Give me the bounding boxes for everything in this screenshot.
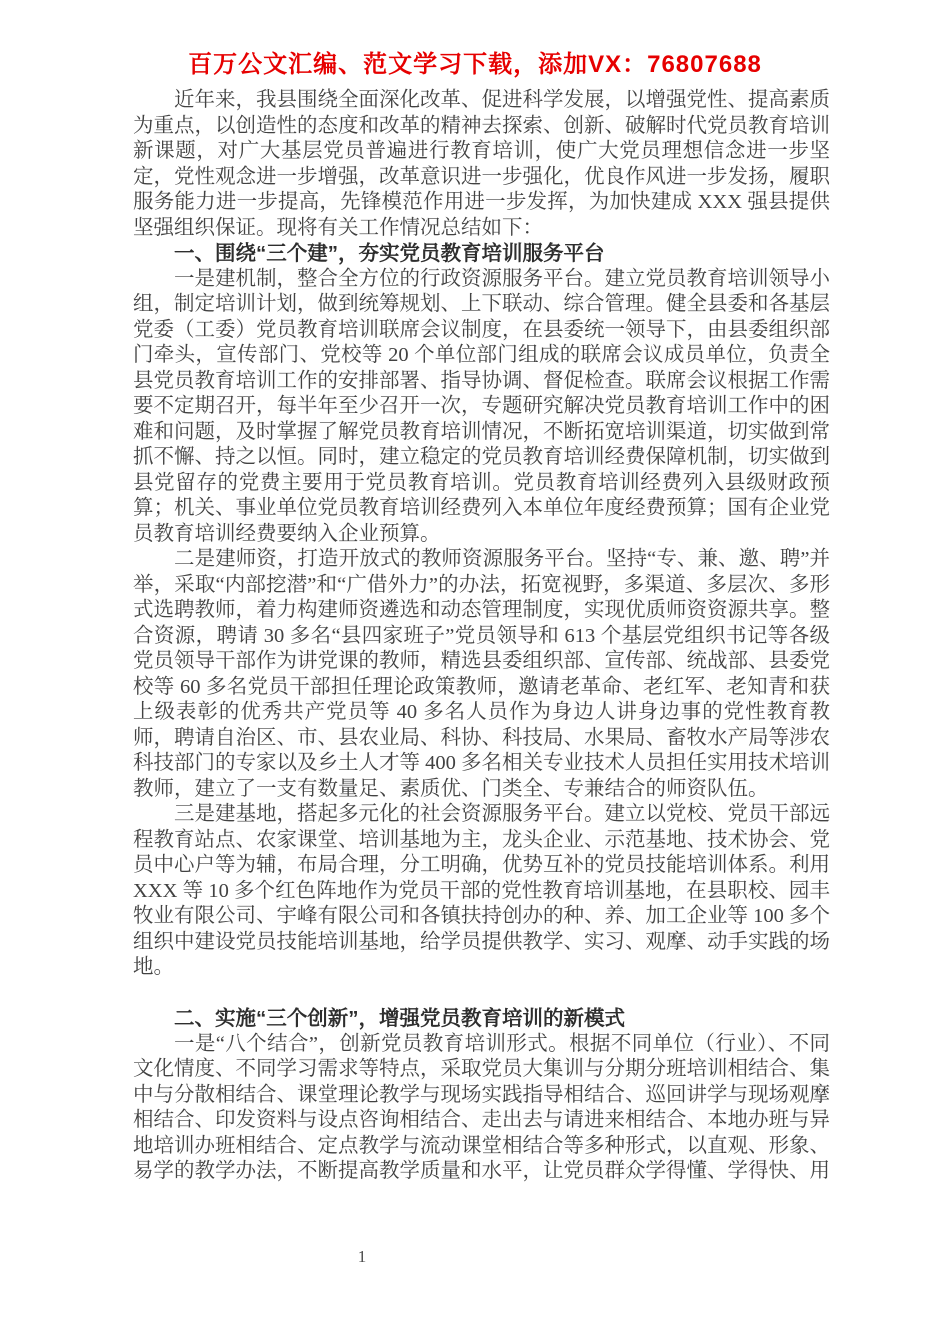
intro-paragraph: 近年来，我县围绕全面深化改革、促进科学发展，以增强党性、提高素质为重点，以创造性的态度和改革的精神去探索、创新、破解时代党员教育培训新课题，对广大基层党员普遍进行教育培训，使广大党员理想信念进一步坚定，党性观念进一步增强，改革意识进一步强化，优良作风进一步发扬，履职服务能力进一步提高，先锋模范作用进一步发挥，为加快建成 XXX 强县提供坚强组织保证。现将有关工作情况总结如下： [133, 89, 830, 239]
paragraph-build-bases: 三是建基地，搭起多元化的社会资源服务平台。建立以党校、党员干部远程教育站点、农家课堂、培训基地为主，龙头企业、示范基地、技术协会、党员中心户等为辅，布局合理，分工明确，优势互补的党员技能培训体系。利用 XXX 等 10 多个红色阵地作为党员干部的党性教育培训基地，在县职校、园丰牧业有限公司、宇峰有限公司和各镇扶持创办的种、养、加工企业等 100 多个组织中建设党员技能培训基地，给学员提供教学、实习、观摩、动手实践的场地。 [133, 803, 830, 978]
blank-line [133, 981, 830, 1007]
paragraph-build-teachers: 二是建师资，打造开放式的教师资源服务平台。坚持“专、兼、邀、聘”并举，采取“内部挖潜”和“广借外力”的办法，拓宽视野，多渠道、多层次、多形式选聘教师，着力构建师资遴选和动态管理制度，实现优质师资资源共享。整合资源，聘请 30 多名“县四家班子”党员领导和 613 个基层党组织书记等各级党员领导干部作为讲党课的教师，精选县委组织部、宣传部、统战部、县委党校等 60 多名党员干部担任理论政策教师，邀请老革命、老红军、老知青和获上级表彰的优秀共产党员等 40 多名人员作为身边人讲身边事的党性教育教师，聘请自治区、市、县农业局、科协、科技局、水果局、畜牧水产局等涉农科技部门的专家以及乡土人才等 400 多名相关专业技术人员担任实用技术培训教师，建立了一支有数量足、素质优、门类全、专兼结合的师资队伍。 [133, 548, 830, 800]
page-number: 1 [357, 1247, 367, 1266]
paragraph-build-mechanism: 一是建机制，整合全方位的行政资源服务平台。建立党员教育培训领导小组，制定培训计划，做到统筹规划、上下联动、综合管理。健全县委和各基层党委（工委）党员教育培训联席会议制度，在县委统一领导下，由县委组织部门牵头，宣传部门、党校等 20 个单位部门组成的联席会议成员单位，负责全县党员教育培训工作的安排部署、指导协调、督促检查。联席会议根据工作需要不定期召开，每半年至少召开一次，专题研究解决党员教育培训工作中的困难和问题，及时掌握了解党员教育培训情况，不断拓宽培训渠道，切实做到常抓不懈、持之以恒。同时，建立稳定的党员教育培训经费保障机制，切实做到县党留存的党费主要用于党员教育培训。党员教育培训经费列入县级财政预算；机关、事业单位党员教育培训经费列入本单位年度经费预算；国有企业党员教育培训经费要纳入企业预算。 [133, 267, 830, 545]
document-body [133, 88, 830, 1185]
section-heading-1: 一、围绕“三个建”，夯实党员教育培训服务平台 [174, 242, 605, 265]
paragraph-eight-combinations: 一是“八个结合”，创新党员教育培训形式。根据不同单位（行业）、不同文化情度、不同学习需求等特点，采取党员大集训与分期分班培训相结合、集中与分散相结合、课堂理论教学与现场实践指导相结合、巡回讲学与现场观摩相结合、印发资料与设点咨询相结合、走出去与请进来相结合、本地办班与异地培训办班相结合、定点教学与流动课堂相结合等多种形式，以直观、形象、易学的教学办法，不断提高教学质量和水平，让党员群众学得懂、学得快、用 [133, 1032, 830, 1182]
watermark-header: 百万公文汇编、范文学习下载，添加VX：76807688 [188, 51, 762, 78]
section-heading-2: 二、实施“三个创新”，增强党员教育培训的新模式 [174, 1007, 625, 1030]
